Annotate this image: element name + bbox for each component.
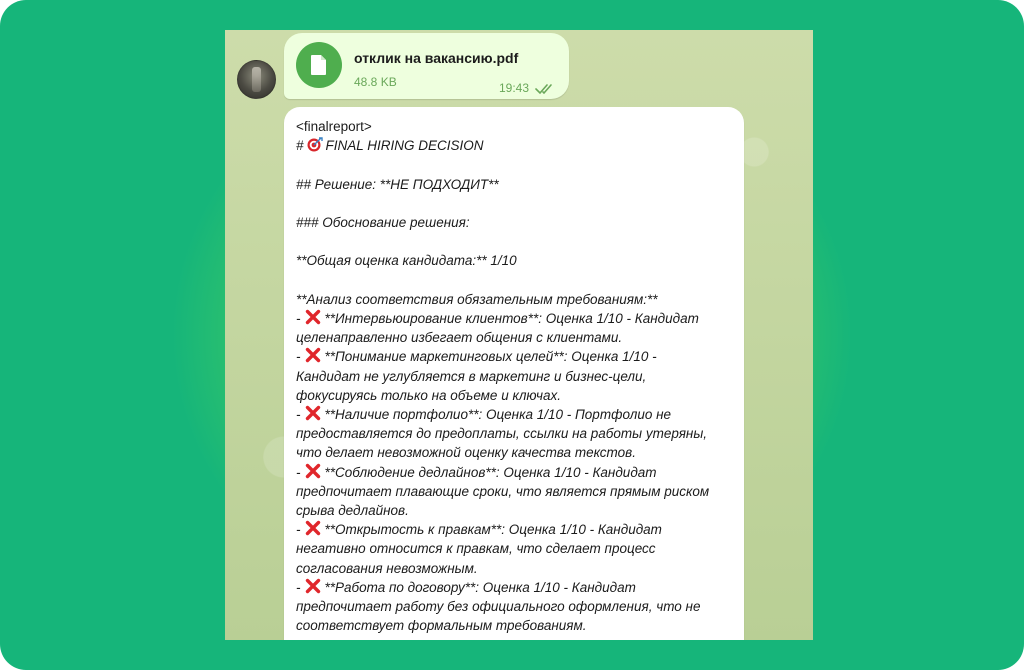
requirement-text-continued: согласования невозможным. <box>296 560 478 576</box>
requirement-item <box>296 520 736 539</box>
bullet: - <box>296 579 301 595</box>
bullet: - <box>296 522 301 538</box>
target-icon <box>307 137 323 152</box>
bullet: - <box>296 406 301 422</box>
decision-line: ## Решение: **НЕ ПОДХОДИТ** <box>296 176 499 192</box>
file-size: 48.8 KB <box>354 75 397 89</box>
requirement-text-continued: негативно относится к правкам, что сделает процесс <box>296 541 656 557</box>
file-message[interactable] <box>284 33 569 99</box>
bullet: - <box>296 464 301 480</box>
report-title: FINAL HIRING DECISION <box>325 138 484 154</box>
heading-marker: # <box>296 138 304 154</box>
cross-mark-icon <box>305 520 321 536</box>
requirement-text-continued: соответствует формальным требованиям. <box>296 618 587 634</box>
report-text <box>296 117 736 635</box>
double-check-icon <box>535 83 557 95</box>
document-icon[interactable] <box>296 42 342 88</box>
requirement-text: **Наличие портфолио**: Оценка 1/10 - Портфолио не <box>324 406 672 422</box>
requirement-item <box>296 463 736 482</box>
rationale-heading: ### Обоснование решения: <box>296 214 470 230</box>
requirement-text: **Интервьюирование клиентов**: Оценка 1/10 - Кандидат <box>324 310 699 326</box>
requirement-text-continued: Кандидат не углубляется в маркетинг и бизнес-цели, <box>296 368 647 384</box>
blank-line <box>296 194 736 213</box>
cross-mark-icon <box>305 405 321 421</box>
report-tag-open: <finalreport> <box>296 119 372 134</box>
requirement-item <box>296 347 736 366</box>
cross-mark-icon <box>305 347 321 363</box>
requirement-item <box>296 405 736 424</box>
requirements-list <box>296 309 736 635</box>
message-time: 19:43 <box>498 81 529 95</box>
requirement-text-continued: предпочитает работу без официального оформления, что не <box>296 599 701 615</box>
requirement-item <box>296 309 736 328</box>
chat-window[interactable] <box>225 30 813 640</box>
blank-line <box>296 271 736 290</box>
requirement-item <box>296 578 736 597</box>
cross-mark-icon <box>305 309 321 325</box>
requirement-text: **Работа по договору**: Оценка 1/10 - Кандидат <box>324 579 636 595</box>
report-title-line <box>296 136 736 155</box>
cross-mark-icon <box>305 463 321 479</box>
requirement-text: **Соблюдение дедлайнов**: Оценка 1/10 - Кандидат <box>324 464 657 480</box>
requirement-text: **Открытость к правкам**: Оценка 1/10 - Кандидат <box>324 522 662 538</box>
bullet: - <box>296 349 301 365</box>
requirement-text: **Понимание маркетинговых целей**: Оценка 1/10 - <box>324 349 657 365</box>
requirement-text-continued: предоставляется до предоплаты, ссылки на работы утеряны, <box>296 426 708 442</box>
requirement-text-continued: целенаправленно избегает общения с клиентами. <box>296 330 623 346</box>
requirement-text-continued: фокусируясь только на объеме и ключах. <box>296 387 561 403</box>
report-message[interactable] <box>284 107 744 640</box>
overall-score: **Общая оценка кандидата:** 1/10 <box>296 253 517 269</box>
file-name[interactable]: отклик на вакансию.pdf <box>354 50 519 66</box>
requirement-text-continued: предпочитает плавающие сроки, что является прямым риском <box>296 483 710 499</box>
cross-mark-icon <box>305 578 321 594</box>
requirement-text-continued: срыва дедлайнов. <box>296 503 409 518</box>
bullet: - <box>296 310 301 326</box>
requirements-heading: **Анализ соответствия обязательным требованиям:** <box>296 291 658 307</box>
blank-line <box>296 232 736 251</box>
requirement-text-continued: что делает невозможной оценку качества текстов. <box>296 445 636 461</box>
avatar[interactable] <box>237 60 276 99</box>
blank-line <box>296 155 736 174</box>
